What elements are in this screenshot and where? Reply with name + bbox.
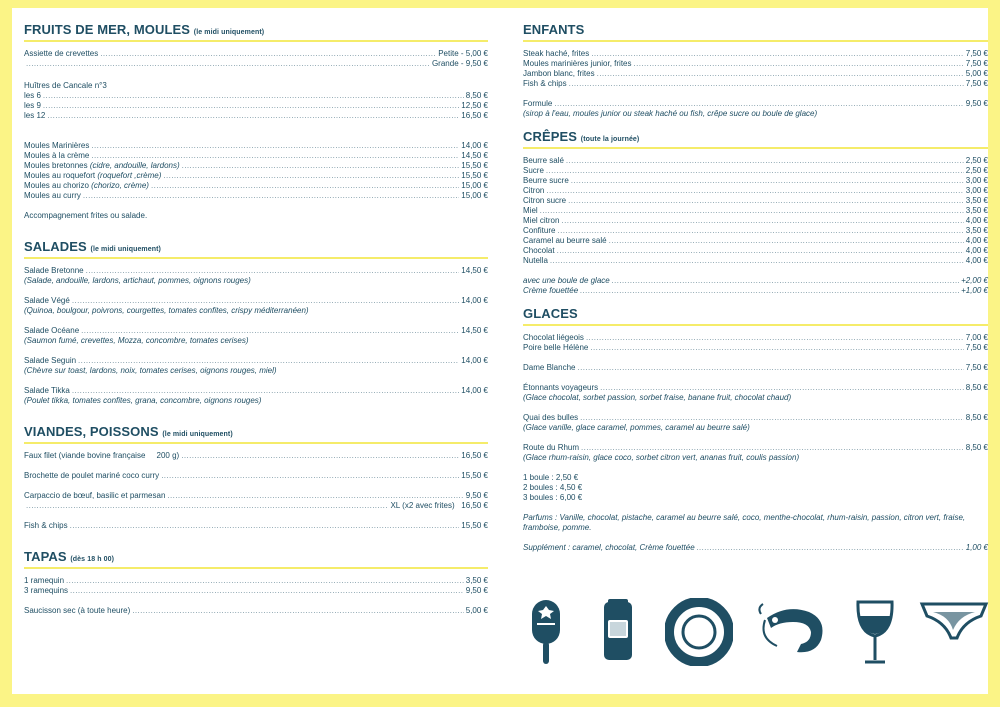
menu-item: Formule ..... 9,50 € [523, 99, 988, 109]
section-note: (le midi uniquement) [193, 29, 265, 36]
menu-item: Fish & chips ..... 15,50 € [24, 521, 488, 531]
menu-item: Confiture ..... 3,50 € [523, 226, 988, 236]
menu-item: Caramel au beurre salé ..... 4,00 € [523, 236, 988, 246]
section-title: SALADES (le midi uniquement) [24, 239, 488, 259]
section-glaces [523, 306, 988, 553]
section-note: (dès 18 h 00) [70, 556, 115, 563]
decorative-icons [523, 598, 963, 668]
menu-item: Route du Rhum ..... 8,50 € [523, 443, 988, 453]
menu-sheet [12, 8, 988, 694]
section-title: CRÊPES (toute la journée) [523, 129, 988, 149]
menu-item: Moules marinières junior, frites ..... 7,50 € [523, 59, 988, 69]
menu-item: Moules au roquefort (roquefort ,crème) ..... 15,50 € [24, 171, 488, 181]
item-description: (Chèvre sur toast, lardons, noix, tomates cerises, oignons rouges, miel) [24, 366, 277, 375]
item-description: (sirop à l'eau, moules junior ou steak haché ou fish, crêpe sucre ou boule de glace) [523, 109, 818, 118]
section-note: (le midi uniquement) [90, 246, 161, 253]
menu-item: Nutella ..... 4,00 € [523, 256, 988, 266]
item-description: (Glace chocolat, sorbet passion, sorbet fraise, banane fruit, chocolat chaud) [523, 393, 792, 402]
menu-item: les 9 ..... 12,50 € [24, 101, 488, 111]
note-text: Accompagnement frites ou salade. [24, 211, 148, 220]
menu-item: Moules au curry ..... 15,00 € [24, 191, 488, 201]
subheading: Huîtres de Cancale n°3 [24, 81, 107, 90]
boules-price: 2 boules : 4,50 € [523, 483, 583, 492]
boules-price: 3 boules : 6,00 € [523, 493, 583, 502]
item-description: (Saumon fumé, crevettes, Mozza, concombre, tomates cerises) [24, 336, 249, 345]
menu-item: Steak haché, frites ..... 7,50 € [523, 49, 988, 59]
menu-item: Poire belle Hélène ..... 7,50 € [523, 343, 988, 353]
item-description: (Glace vanille, glace caramel, pommes, caramel au beurre salé) [523, 423, 750, 432]
menu-item: Faux filet (viande bovine française 200 g) ..... 16,50 € [24, 451, 488, 461]
menu-item: Moules Marinières ..... 14,00 € [24, 141, 488, 151]
menu-item: les 12 ..... 16,50 € [24, 111, 488, 121]
wine-glass-icon [855, 598, 895, 666]
section-title: GLACES [523, 306, 988, 326]
menu-item: 1 ramequin ..... 3,50 € [24, 576, 488, 586]
section-title: FRUITS DE MER, MOULES (le midi uniquement) [24, 22, 488, 42]
menu-item: ..... XL (x2 avec frites) 16,50 € [24, 501, 488, 511]
menu-item: Salade Seguin ..... 14,00 € [24, 356, 488, 366]
life-ring-icon [665, 598, 733, 666]
swim-briefs-icon [919, 598, 989, 642]
item-description: (Poulet tikka, tomates confites, grana, concombre, oignons rouges) [24, 396, 262, 405]
menu-item: Salade Océane ..... 14,50 € [24, 326, 488, 336]
section-title: ENFANTS [523, 22, 988, 42]
section-salades [24, 239, 488, 406]
ice-pop-icon [529, 598, 563, 668]
section-enfants [523, 22, 988, 119]
menu-extra: Supplément : caramel, chocolat, Crème fouettée ..... 1,00 € [523, 543, 988, 553]
menu-item: Miel citron ..... 4,00 € [523, 216, 988, 226]
menu-extra: avec une boule de glace ..... +2,00 € [523, 276, 988, 286]
menu-item: Saucisson sec (à toute heure) ..... 5,00 € [24, 606, 488, 616]
menu-item: Salade Bretonne ..... 14,50 € [24, 266, 488, 276]
boules-price: 1 boule : 2,50 € [523, 473, 579, 482]
left-column [24, 22, 488, 616]
menu-item: Salade Végé ..... 14,00 € [24, 296, 488, 306]
menu-extra: Crème fouettée ..... +1,00 € [523, 286, 988, 296]
menu-item: les 6 ..... 8,50 € [24, 91, 488, 101]
menu-item: Citron ..... 3,00 € [523, 186, 988, 196]
shrimp-icon [757, 598, 831, 658]
item-description: (Quinoa, boulgour, poivrons, courgettes, tomates confites, crispy méditerranéen) [24, 306, 309, 315]
menu-item: Beurre sucre ..... 3,00 € [523, 176, 988, 186]
menu-item: Miel ..... 3,50 € [523, 206, 988, 216]
menu-item: Jambon blanc, frites ..... 5,00 € [523, 69, 988, 79]
section-tapas [24, 549, 488, 616]
section-title: VIANDES, POISSONS (le midi uniquement) [24, 424, 488, 444]
menu-item: Sucre ..... 2,50 € [523, 166, 988, 176]
menu-item: Étonnants voyageurs ..... 8,50 € [523, 383, 988, 393]
parfums-text: Parfums : Vanille, chocolat, pistache, caramel au beurre salé, coco, menthe-chocolat, rhum-raisin, passion, citron vert, fraise, framboise, pomme. [523, 513, 966, 532]
menu-item: Moules au chorizo (chorizo, crème) ..... 15,00 € [24, 181, 488, 191]
menu-item: Salade Tikka ..... 14,00 € [24, 386, 488, 396]
section-fruits-de-mer [24, 22, 488, 221]
soda-can-icon [601, 598, 635, 664]
menu-item: Brochette de poulet mariné coco curry ..... 15,50 € [24, 471, 488, 481]
menu-item: Fish & chips ..... 7,50 € [523, 79, 988, 89]
menu-item: Quai des bulles ..... 8,50 € [523, 413, 988, 423]
menu-item: Moules à la crème ..... 14,50 € [24, 151, 488, 161]
section-title: TAPAS (dès 18 h 00) [24, 549, 488, 569]
menu-item: Carpaccio de bœuf, basilic et parmesan ..... 9,50 € [24, 491, 488, 501]
section-note: (le midi uniquement) [162, 431, 233, 438]
item-description: (Salade, andouille, lardons, artichaut, pommes, oignons rouges) [24, 276, 251, 285]
menu-item: Dame Blanche ..... 7,50 € [523, 363, 988, 373]
menu-item: Chocolat ..... 4,00 € [523, 246, 988, 256]
menu-item: Assiette de crevettes ..... Petite - 5,00 € [24, 49, 488, 59]
section-note: (toute la journée) [580, 136, 640, 143]
item-description: (Glace rhum-raisin, glace coco, sorbet citron vert, ananas fruit, coulis passion) [523, 453, 800, 462]
section-crepes [523, 129, 988, 296]
section-viandes [24, 424, 488, 531]
right-column [523, 22, 988, 553]
menu-item: Moules bretonnes (cidre, andouille, lardons) ..... 15,50 € [24, 161, 488, 171]
menu-item: Beurre salé ..... 2,50 € [523, 156, 988, 166]
menu-item: ..... Grande - 9,50 € [24, 59, 488, 69]
menu-item: Citron sucre ..... 3,50 € [523, 196, 988, 206]
menu-item: 3 ramequins ..... 9,50 € [24, 586, 488, 596]
menu-item: Chocolat liégeois ..... 7,00 € [523, 333, 988, 343]
